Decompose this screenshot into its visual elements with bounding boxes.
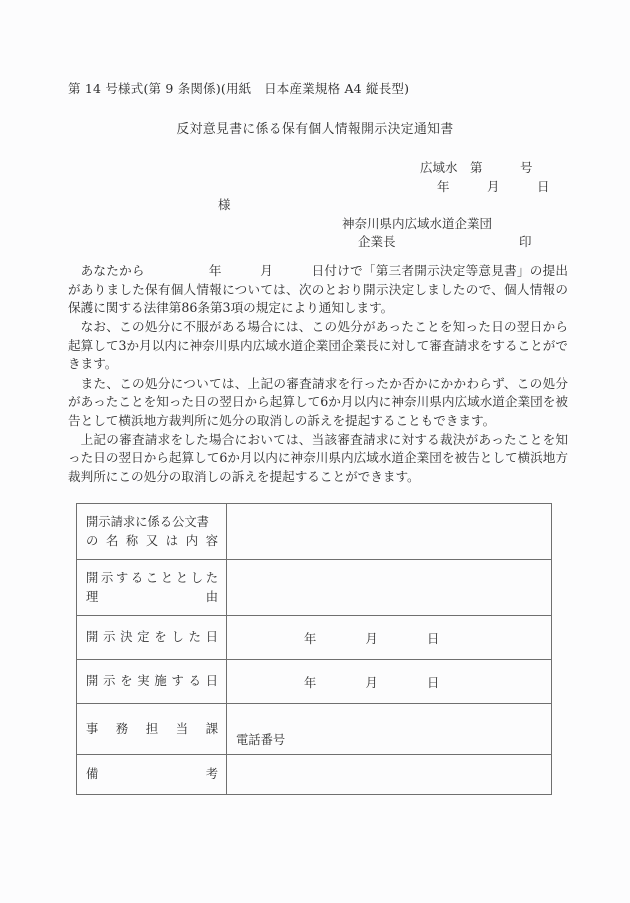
issuer-organization: 神奈川県内広域水道企業団: [342, 216, 493, 231]
document-title: 反対意見書に係る保有個人情報開示決定通知書: [176, 122, 454, 137]
disclosure-details-table: [76, 503, 552, 795]
addressee-honorific: 様: [218, 197, 231, 212]
label-line-1: 開示決定をした日: [86, 630, 218, 644]
label-line-1: 開示を実施する日: [86, 674, 218, 688]
implementation-date-fields: 年 月 日: [304, 675, 440, 690]
table-row-label: [77, 660, 227, 704]
table-row-label: [77, 755, 227, 795]
label-line-1: 事務担当課: [86, 721, 218, 736]
table-row: [77, 504, 552, 560]
table-row-label: [77, 704, 227, 755]
paragraph-4: 上記の審査請求をした場合においては、当該審査請求に対する裁決があったことを知った日の翌日から起算して6か月以内に神奈川県内広域水道企業団を被告として横浜地方裁判所にこの処分の取消しの訴えを提起することができます。: [68, 431, 568, 485]
label-line-2: の名称又は内容: [86, 533, 218, 548]
paragraph-2: なお、この処分に不服がある場合には、この処分があったことを知った日の翌日から起算して3か月以内に神奈川県内広域水道企業団企業長に対して審査請求をすることができます。: [68, 319, 568, 372]
table-row-label: [77, 504, 227, 560]
body-text-block: [68, 262, 568, 487]
table-row: [77, 704, 552, 755]
table-row: [77, 755, 552, 795]
table-row: [77, 660, 552, 704]
table-row-value[interactable]: [227, 660, 552, 704]
table-row-label: [77, 616, 227, 660]
table-row-value[interactable]: [227, 616, 552, 660]
label-line-1: 備考: [86, 767, 218, 781]
paragraph-1: あなたから 年 月 日付けで「第三者開示決定等意見書」の提出がありました保有個人情報については、次のとおり開示決定しましたので、個人情報の保護に関する法律第86条第3項の規定により通知します。: [68, 263, 568, 316]
table-row-value[interactable]: [227, 504, 552, 560]
label-line-2: 理由: [86, 589, 218, 604]
reference-number: 広域水 第 号: [420, 160, 533, 175]
seal-mark-icon: 印: [519, 234, 532, 249]
decision-date-fields: 年 月 日: [304, 631, 440, 646]
issue-date-line: 年 月 日: [437, 179, 550, 194]
table-row: [77, 616, 552, 660]
table-row: [77, 560, 552, 616]
telephone-number-label: 電話番号: [236, 733, 286, 747]
label-line-1: 開示請求に係る公文書: [86, 514, 209, 529]
issuer-title: 企業長: [358, 234, 396, 249]
paragraph-3: また、この処分については、上記の審査請求を行ったか否かにかかわらず、この処分があったことを知った日の翌日から起算して6か月以内に神奈川県内広域水道企業団を被告として横浜地方裁判所に処分の取消しの訴えを提起することもできます。: [68, 375, 568, 428]
table-row-value[interactable]: [227, 704, 552, 755]
table-row-label: [77, 560, 227, 616]
form-number-header: 第 14 号様式(第 9 条関係)(用紙 日本産業規格 A4 縦長型): [68, 81, 410, 96]
table-row-value[interactable]: [227, 560, 552, 616]
table-row-value[interactable]: [227, 755, 552, 795]
label-line-1: 開示することとした: [86, 570, 218, 585]
